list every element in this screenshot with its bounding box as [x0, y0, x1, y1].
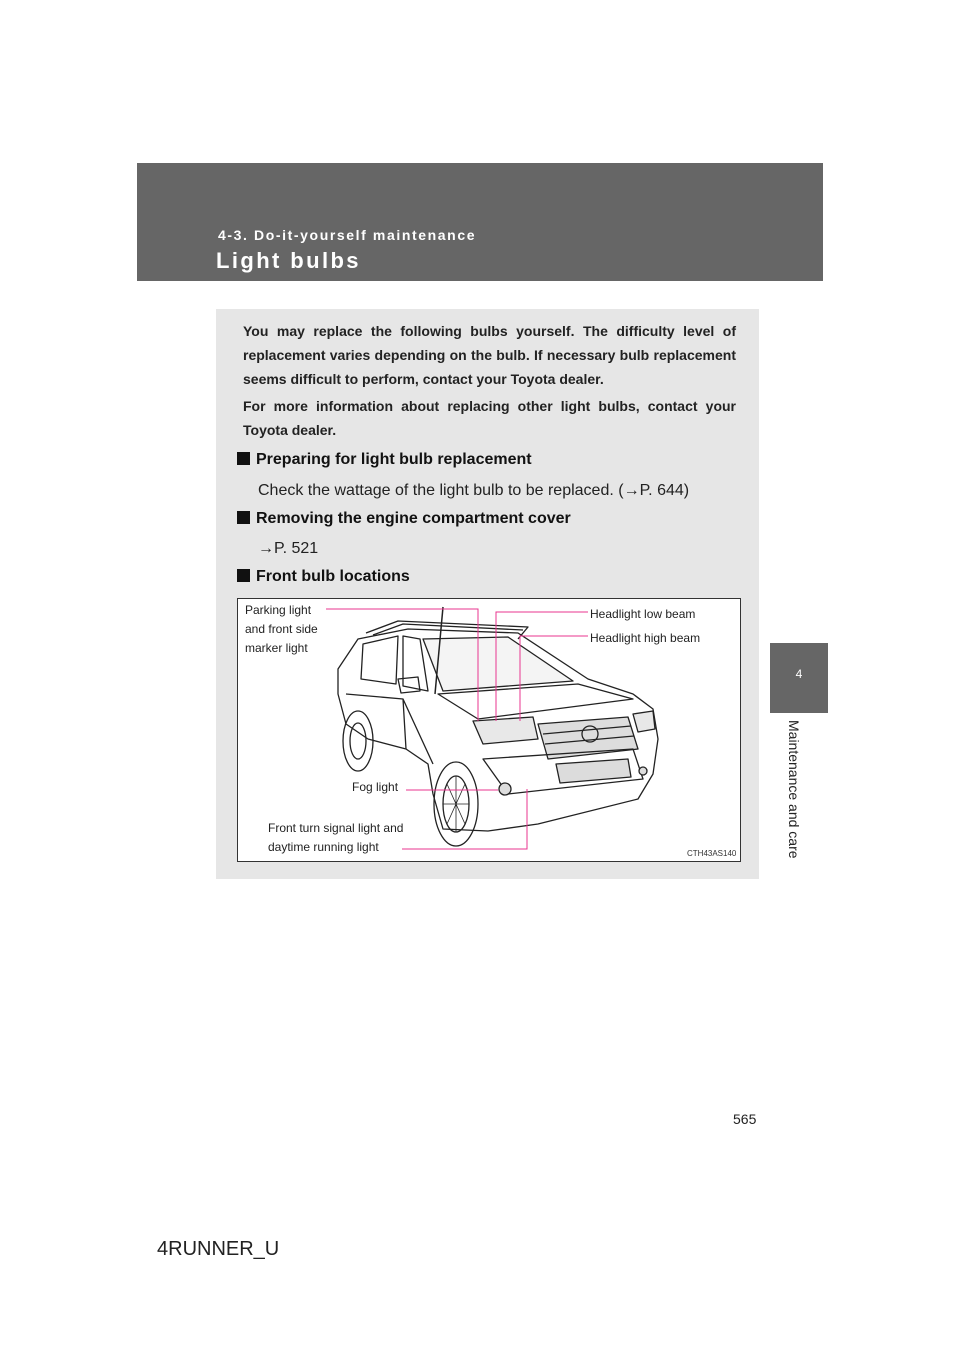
- page-title: Light bulbs: [216, 248, 361, 273]
- square-bullet-icon: [237, 569, 250, 582]
- low-beam-leader: [496, 612, 588, 721]
- square-bullet-icon: [237, 511, 250, 524]
- subheading-engine-cover: [237, 510, 571, 528]
- footer-code: 4RUNNER_U: [157, 1238, 280, 1260]
- label-headlight-high-beam: Headlight high beam: [590, 631, 701, 645]
- section-label: 4-3. Do-it-yourself maintenance: [218, 227, 477, 243]
- figure-code: CTH43AS140: [687, 849, 737, 858]
- label-parking-light: Parking light and front side marker light: [245, 603, 318, 655]
- label-fog-light: Fog light: [352, 780, 399, 794]
- high-beam-leader: [520, 636, 588, 721]
- intro-paragraph: You may replace the following bulbs yourself. The difficulty level of replacement varies depending on the bulb. If necessary bulb replacement seems difficult to perform, contact your Toyota dealer.: [243, 323, 736, 387]
- square-bullet-icon: [237, 452, 250, 465]
- subheading-front-bulbs: [237, 568, 410, 586]
- label-headlight-low-beam: Headlight low beam: [590, 607, 696, 621]
- chapter-tab-label: Maintenance and care: [786, 720, 802, 859]
- body-text: Check the wattage of the light bulb to be replaced. (→P. 644): [258, 482, 690, 499]
- chapter-tab-number: 4: [795, 667, 803, 681]
- label-front-turn-signal: Front turn signal light and daytime running light: [268, 821, 404, 854]
- intro-paragraph: For more information about replacing other light bulbs, contact your Toyota dealer.: [243, 398, 736, 438]
- page-reference: →P. 521: [258, 540, 319, 557]
- parking-light-leader: [326, 609, 478, 721]
- page-number: 565: [733, 1111, 757, 1127]
- subheading-preparing: [237, 451, 532, 469]
- turn-signal-leader: [402, 789, 527, 849]
- subheading-text: Preparing for light bulb replacement: [256, 451, 532, 468]
- front-bulb-figure: [237, 598, 741, 862]
- subheading-text: Removing the engine compartment cover: [256, 510, 571, 527]
- subheading-text: Front bulb locations: [256, 568, 410, 585]
